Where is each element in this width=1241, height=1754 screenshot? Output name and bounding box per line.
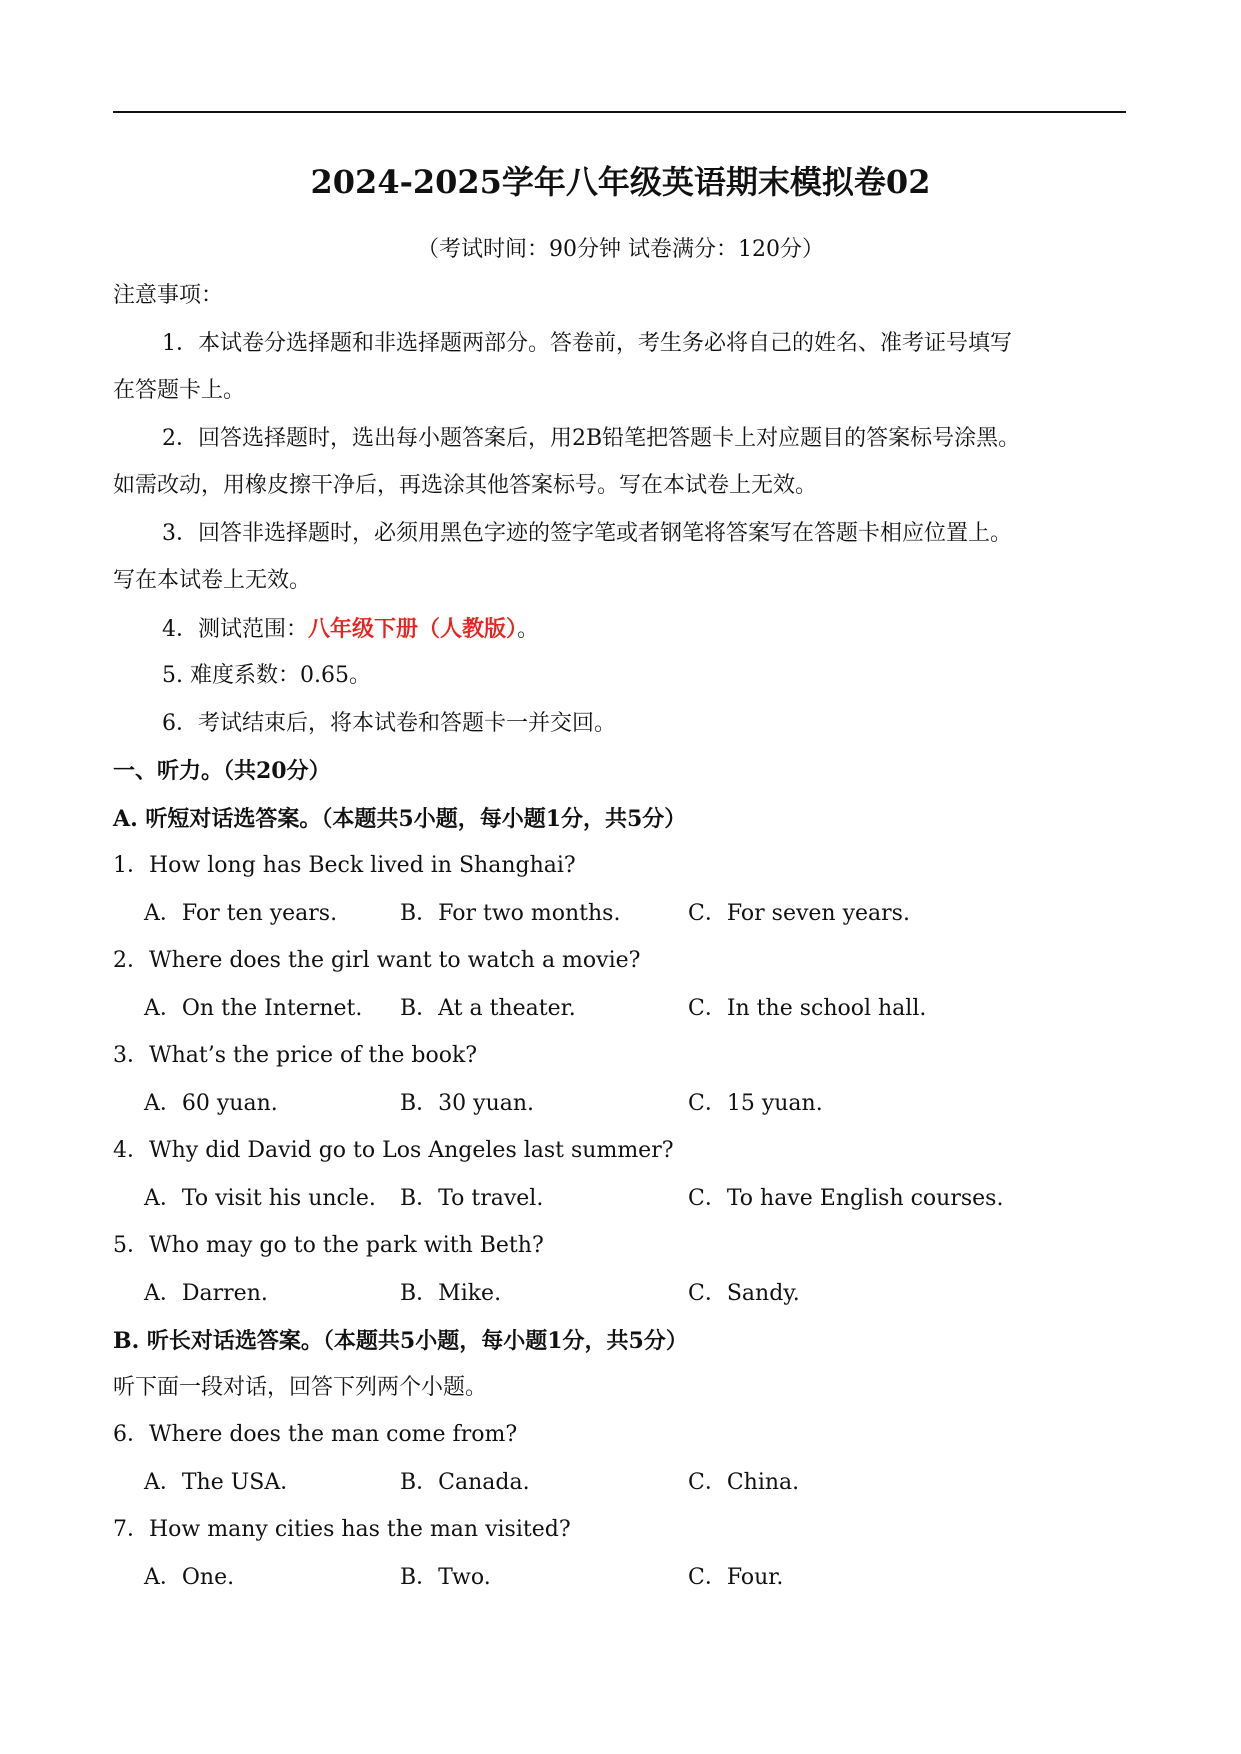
- q1-option-a: A．For ten years.: [144, 901, 338, 926]
- q4-option-b: B．To travel.: [400, 1186, 544, 1211]
- q1-option-b: B．For two months.: [400, 901, 621, 926]
- question-5: 5．Who may go to the park with Beth?: [113, 1233, 544, 1258]
- q1-option-c: C．For seven years.: [688, 901, 910, 926]
- q3-option-b: B．30 yuan.: [400, 1091, 535, 1116]
- question-4: 4．Why did David go to Los Angeles last summer?: [113, 1138, 674, 1163]
- header-rule: [113, 111, 1126, 113]
- test-scope-highlight: 八年级下册（人教版）: [308, 616, 518, 642]
- note-2-line-2: 如需改动，用橡皮擦干净后，再选涂其他答案标号。写在本试卷上无效。: [113, 473, 818, 498]
- note-3-line-2: 写在本试卷上无效。: [113, 568, 312, 593]
- q6-option-a: A．The USA．: [144, 1470, 303, 1495]
- q2-option-b: B．At a theater.: [400, 996, 576, 1021]
- exam-subtitle: （考试时间：90分钟 试卷满分：120分）: [417, 237, 824, 262]
- question-2: 2．Where does the girl want to watch a movie?: [113, 948, 641, 973]
- question-1: 1．How long has Beck lived in Shanghai?: [113, 853, 576, 878]
- q5-option-c: C．Sandy.: [688, 1281, 800, 1306]
- q6-option-b: B．Canada.: [400, 1470, 530, 1495]
- q7-option-a: A．One.: [144, 1565, 235, 1590]
- note-5: 5. 难度系数：0.65。: [162, 663, 371, 688]
- part-b-heading: B. 听长对话选答案。（本题共5小题，每小题1分，共5分）: [113, 1328, 688, 1354]
- note-4-prefix: 4．测试范围：: [162, 617, 308, 642]
- q2-option-c: C．In the school hall.: [688, 996, 927, 1021]
- note-1-line-2: 在答题卡上。: [113, 378, 246, 403]
- q5-option-b: B．Mike.: [400, 1281, 502, 1306]
- q4-option-c: C．To have English courses.: [688, 1186, 1004, 1211]
- notes-heading: 注意事项：: [113, 283, 224, 308]
- q7-option-c: C．Four.: [688, 1565, 784, 1590]
- question-6: 6．Where does the man come from?: [113, 1422, 518, 1447]
- exam-title: 2024-2025学年八年级英语期末模拟卷02: [310, 163, 931, 201]
- note-3-line-1: 3．回答非选择题时，必须用黑色字迹的签字笔或者钢笔将答案写在答题卡相应位置上。: [162, 521, 1012, 546]
- note-4: [162, 613, 1202, 646]
- q7-option-b: B．Two.: [400, 1565, 491, 1590]
- note-4-suffix: 。: [517, 617, 540, 642]
- q6-option-c: C．China.: [688, 1470, 800, 1495]
- note-6: 6．考试结束后，将本试卷和答题卡一并交回。: [162, 711, 616, 736]
- q5-option-a: A．Darren.: [144, 1281, 268, 1306]
- question-7: 7．How many cities has the man visited?: [113, 1517, 571, 1542]
- question-3: 3．What’s the price of the book?: [113, 1043, 478, 1068]
- note-2-line-1: 2．回答选择题时，选出每小题答案后，用2B铅笔把答题卡上对应题目的答案标号涂黑。: [162, 426, 1021, 451]
- section-1-heading: 一、听力。（共20分）: [113, 758, 331, 784]
- part-a-heading: A. 听短对话选答案。（本题共5小题，每小题1分，共5分）: [113, 806, 687, 832]
- q2-option-a: A．On the Internet.: [144, 996, 363, 1021]
- part-b-intro: 听下面一段对话，回答下列两个小题。: [113, 1375, 488, 1400]
- q3-option-a: A．60 yuan.: [144, 1091, 278, 1116]
- note-1-line-1: 1．本试卷分选择题和非选择题两部分。答卷前，考生务必将自己的姓名、准考证号填写: [162, 331, 1012, 356]
- q4-option-a: A．To visit his uncle.: [144, 1186, 376, 1211]
- q3-option-c: C．15 yuan.: [688, 1091, 823, 1116]
